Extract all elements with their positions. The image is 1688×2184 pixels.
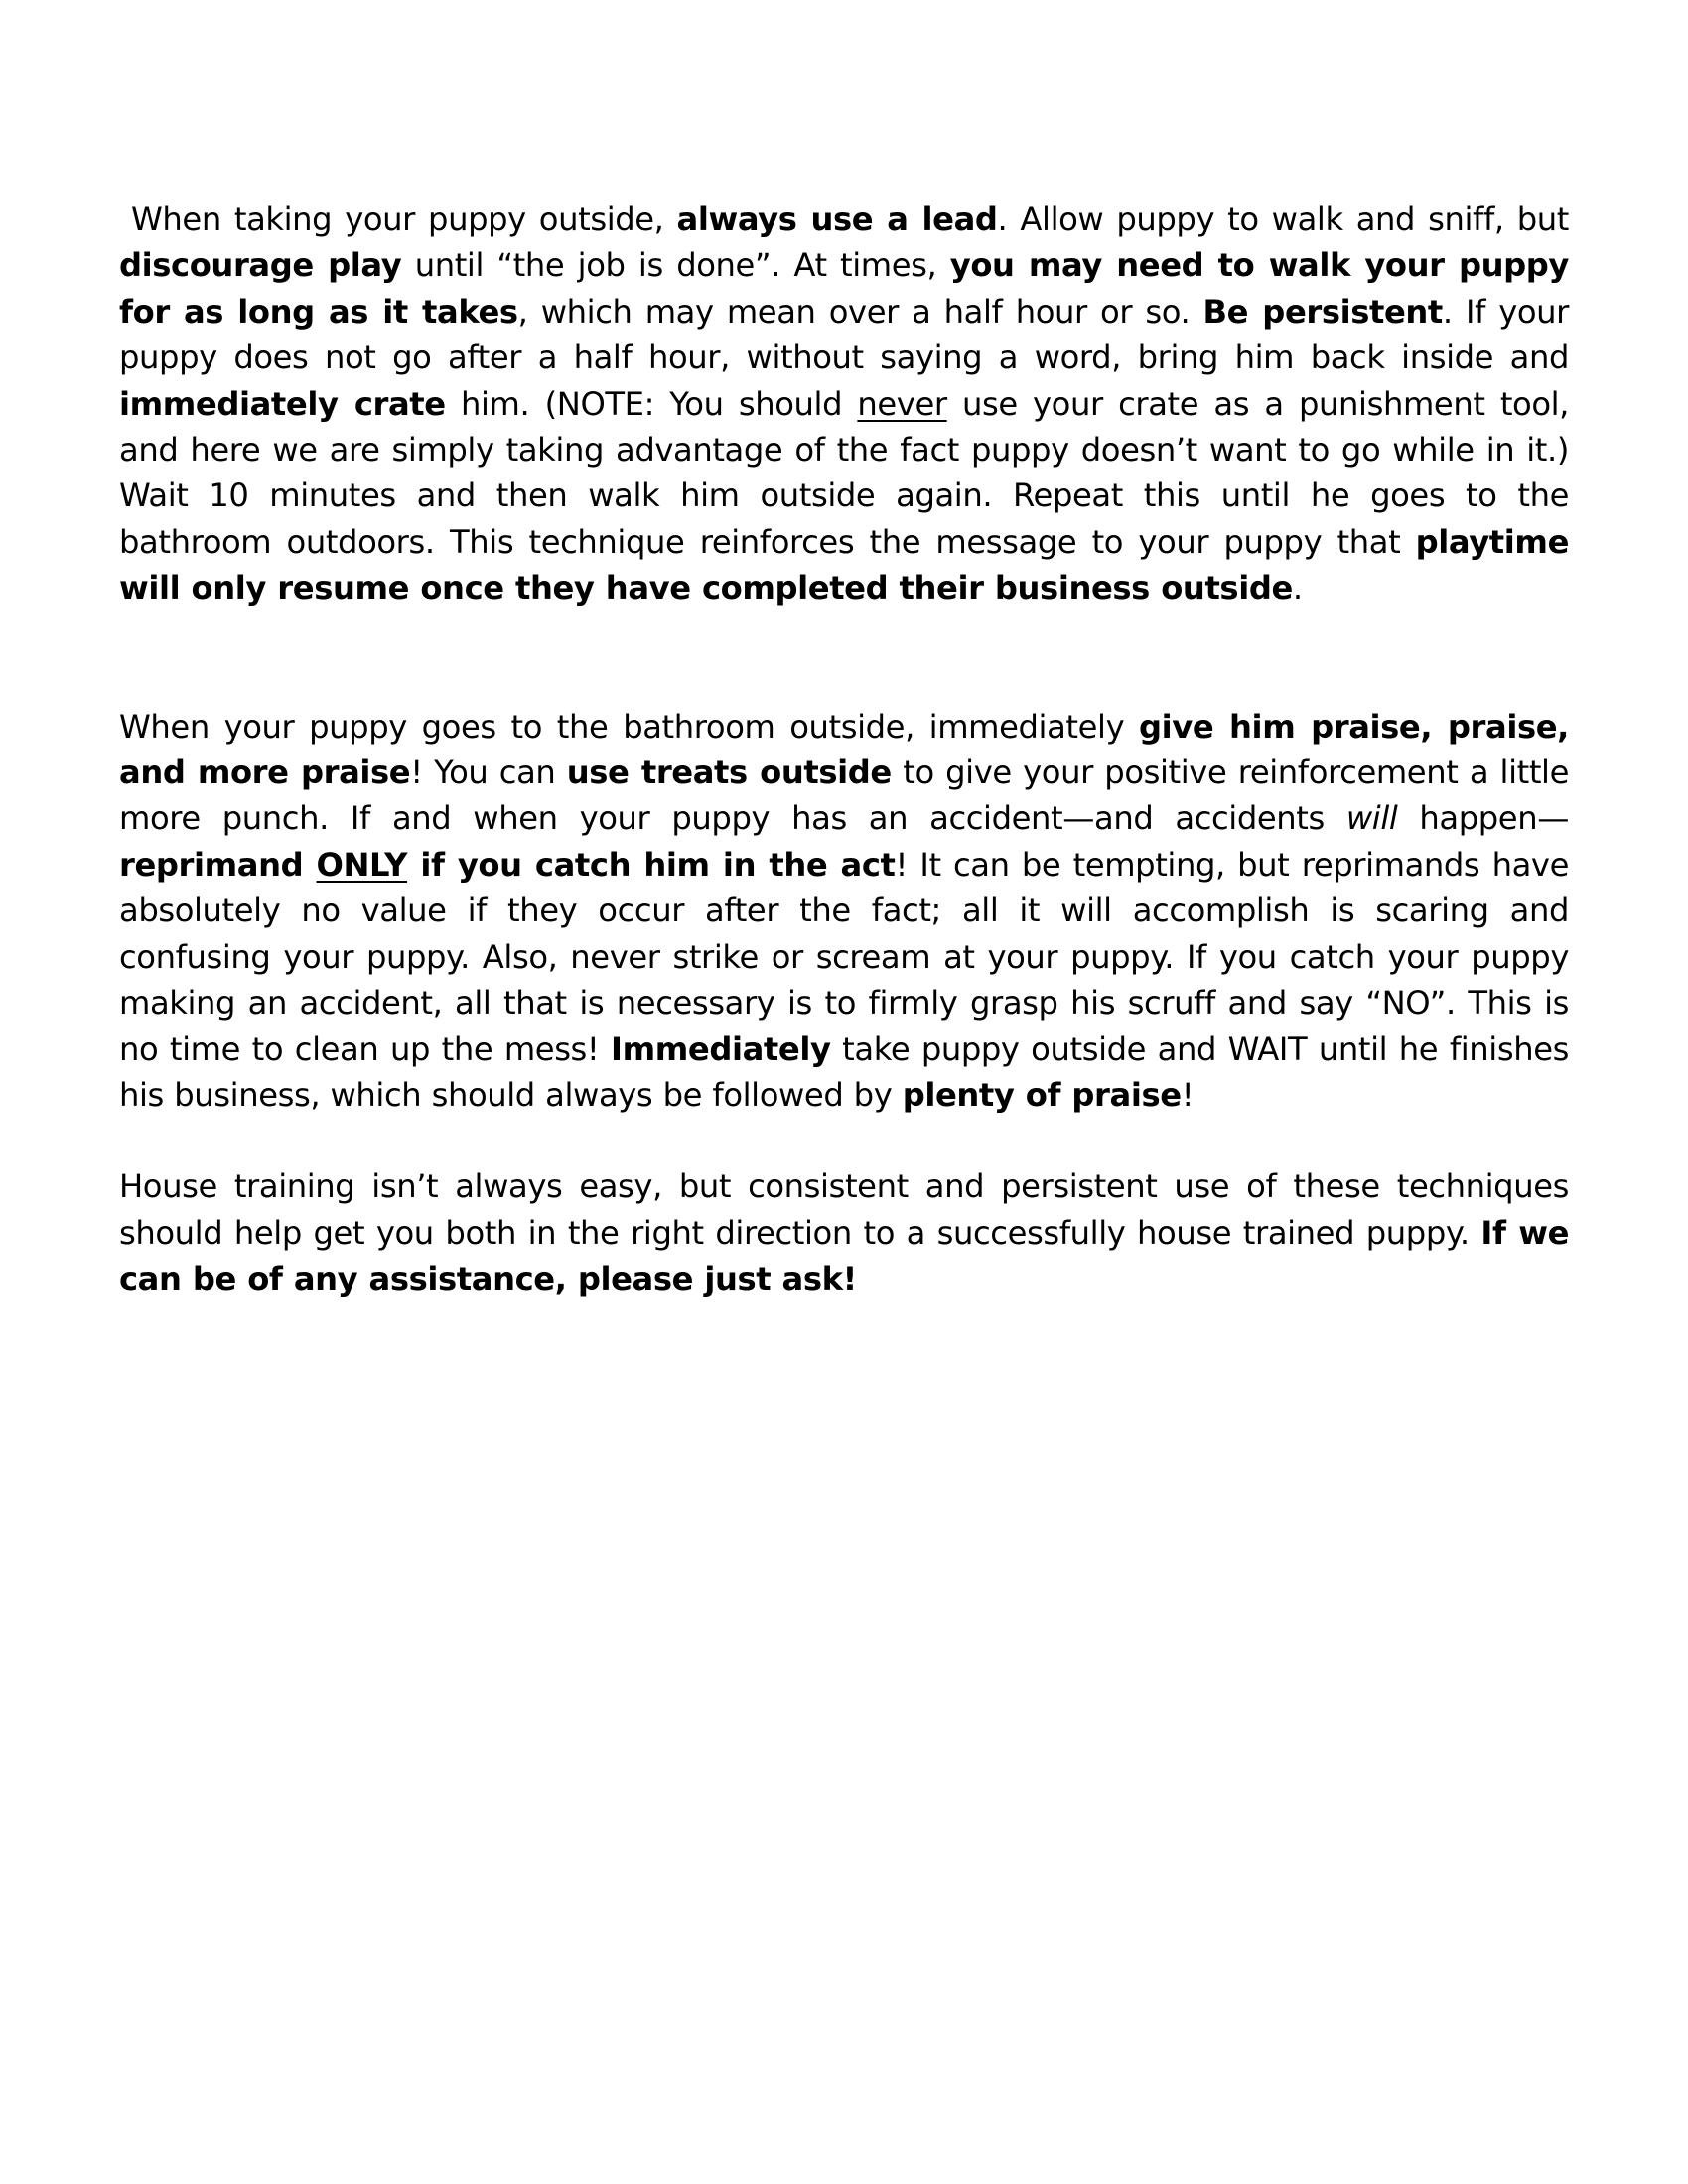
emphasis-underlined-text: ONLY bbox=[316, 845, 408, 884]
emphasis-bold-text: playtime will only resume once they have completed their business outside bbox=[119, 522, 1569, 608]
body-text: . Allow puppy to walk and sniff, but bbox=[997, 201, 1569, 238]
body-text: use your crate as a punishment tool, and here we are simply taking advantage of the fact puppy doesn’t want to go while in it.) Wait 10 minutes and then walk him outside again. Repeat this until he goes to the bathroom outdoors. This technique reinforces the message to your puppy that bbox=[119, 384, 1569, 561]
emphasis-bold-text: if you catch him in the act bbox=[407, 845, 896, 884]
body-text: take puppy outside and WAIT until he finishes his business, which should always be followed by bbox=[119, 1029, 1569, 1114]
emphasis-italic-text: will bbox=[1345, 799, 1398, 838]
emphasis-underlined-text: never bbox=[857, 384, 947, 423]
body-text: . If your puppy does not go after a half hour, without saying a word, bring him back inside and bbox=[119, 292, 1569, 377]
emphasis-bold-text: you may need to walk your puppy for as long as it takes bbox=[119, 246, 1569, 331]
paragraph-closing bbox=[119, 1163, 1569, 1301]
body-text: ! It can be tempting, but reprimands have absolutely no value if they occur after the fact; all it will accomplish is scaring and confusing your puppy. Also, never strike or scream at your puppy. If you catch your puppy making an accident, all that is necessary is to firmly grasp his scruff and say “NO”. This is no time to clean up the mess! bbox=[119, 845, 1569, 1068]
paragraph-gap bbox=[119, 1118, 1569, 1163]
body-text: ! You can bbox=[410, 753, 567, 792]
body-text: , which may mean over a half hour or so. bbox=[517, 292, 1203, 331]
emphasis-bold-text: give him praise, praise, and more praise bbox=[119, 707, 1569, 792]
emphasis-bold-text: immediately crate bbox=[119, 384, 446, 423]
emphasis-bold-text: Be persistent bbox=[1202, 292, 1443, 331]
document-body bbox=[119, 197, 1569, 1302]
emphasis-bold-text: If we can be of any assistance, please just ask! bbox=[119, 1213, 1569, 1298]
emphasis-bold-text: always use a lead bbox=[676, 201, 998, 238]
body-text: to give your positive reinforcement a little more punch. If and when your puppy has an accident—and accidents bbox=[119, 753, 1569, 838]
emphasis-bold-text: use treats outside bbox=[566, 753, 892, 792]
body-text: When your puppy goes to the bathroom outside, immediately bbox=[119, 707, 1140, 746]
emphasis-bold-text: plenty of praise bbox=[902, 1075, 1182, 1114]
emphasis-bold-text: Immediately bbox=[611, 1029, 831, 1068]
paragraph-praise-and-accidents bbox=[119, 704, 1569, 1119]
paragraph-walking-puppy bbox=[119, 197, 1569, 612]
body-text: . bbox=[1292, 569, 1303, 608]
body-text: House training isn’t always easy, but consistent and persistent use of these techniques should help get you both in the right direction to a successfully house trained puppy. bbox=[119, 1167, 1569, 1252]
body-text: him. (NOTE: You should bbox=[445, 384, 858, 423]
emphasis-bold-text: discourage play bbox=[119, 246, 402, 285]
body-text: happen— bbox=[1397, 799, 1569, 838]
emphasis-bold-text: reprimand bbox=[119, 845, 317, 884]
paragraph-gap bbox=[119, 612, 1569, 704]
body-text: When taking your puppy outside, bbox=[131, 201, 677, 238]
body-text: ! bbox=[1181, 1075, 1195, 1114]
body-text: until “the job is done”. At times, bbox=[401, 246, 950, 285]
